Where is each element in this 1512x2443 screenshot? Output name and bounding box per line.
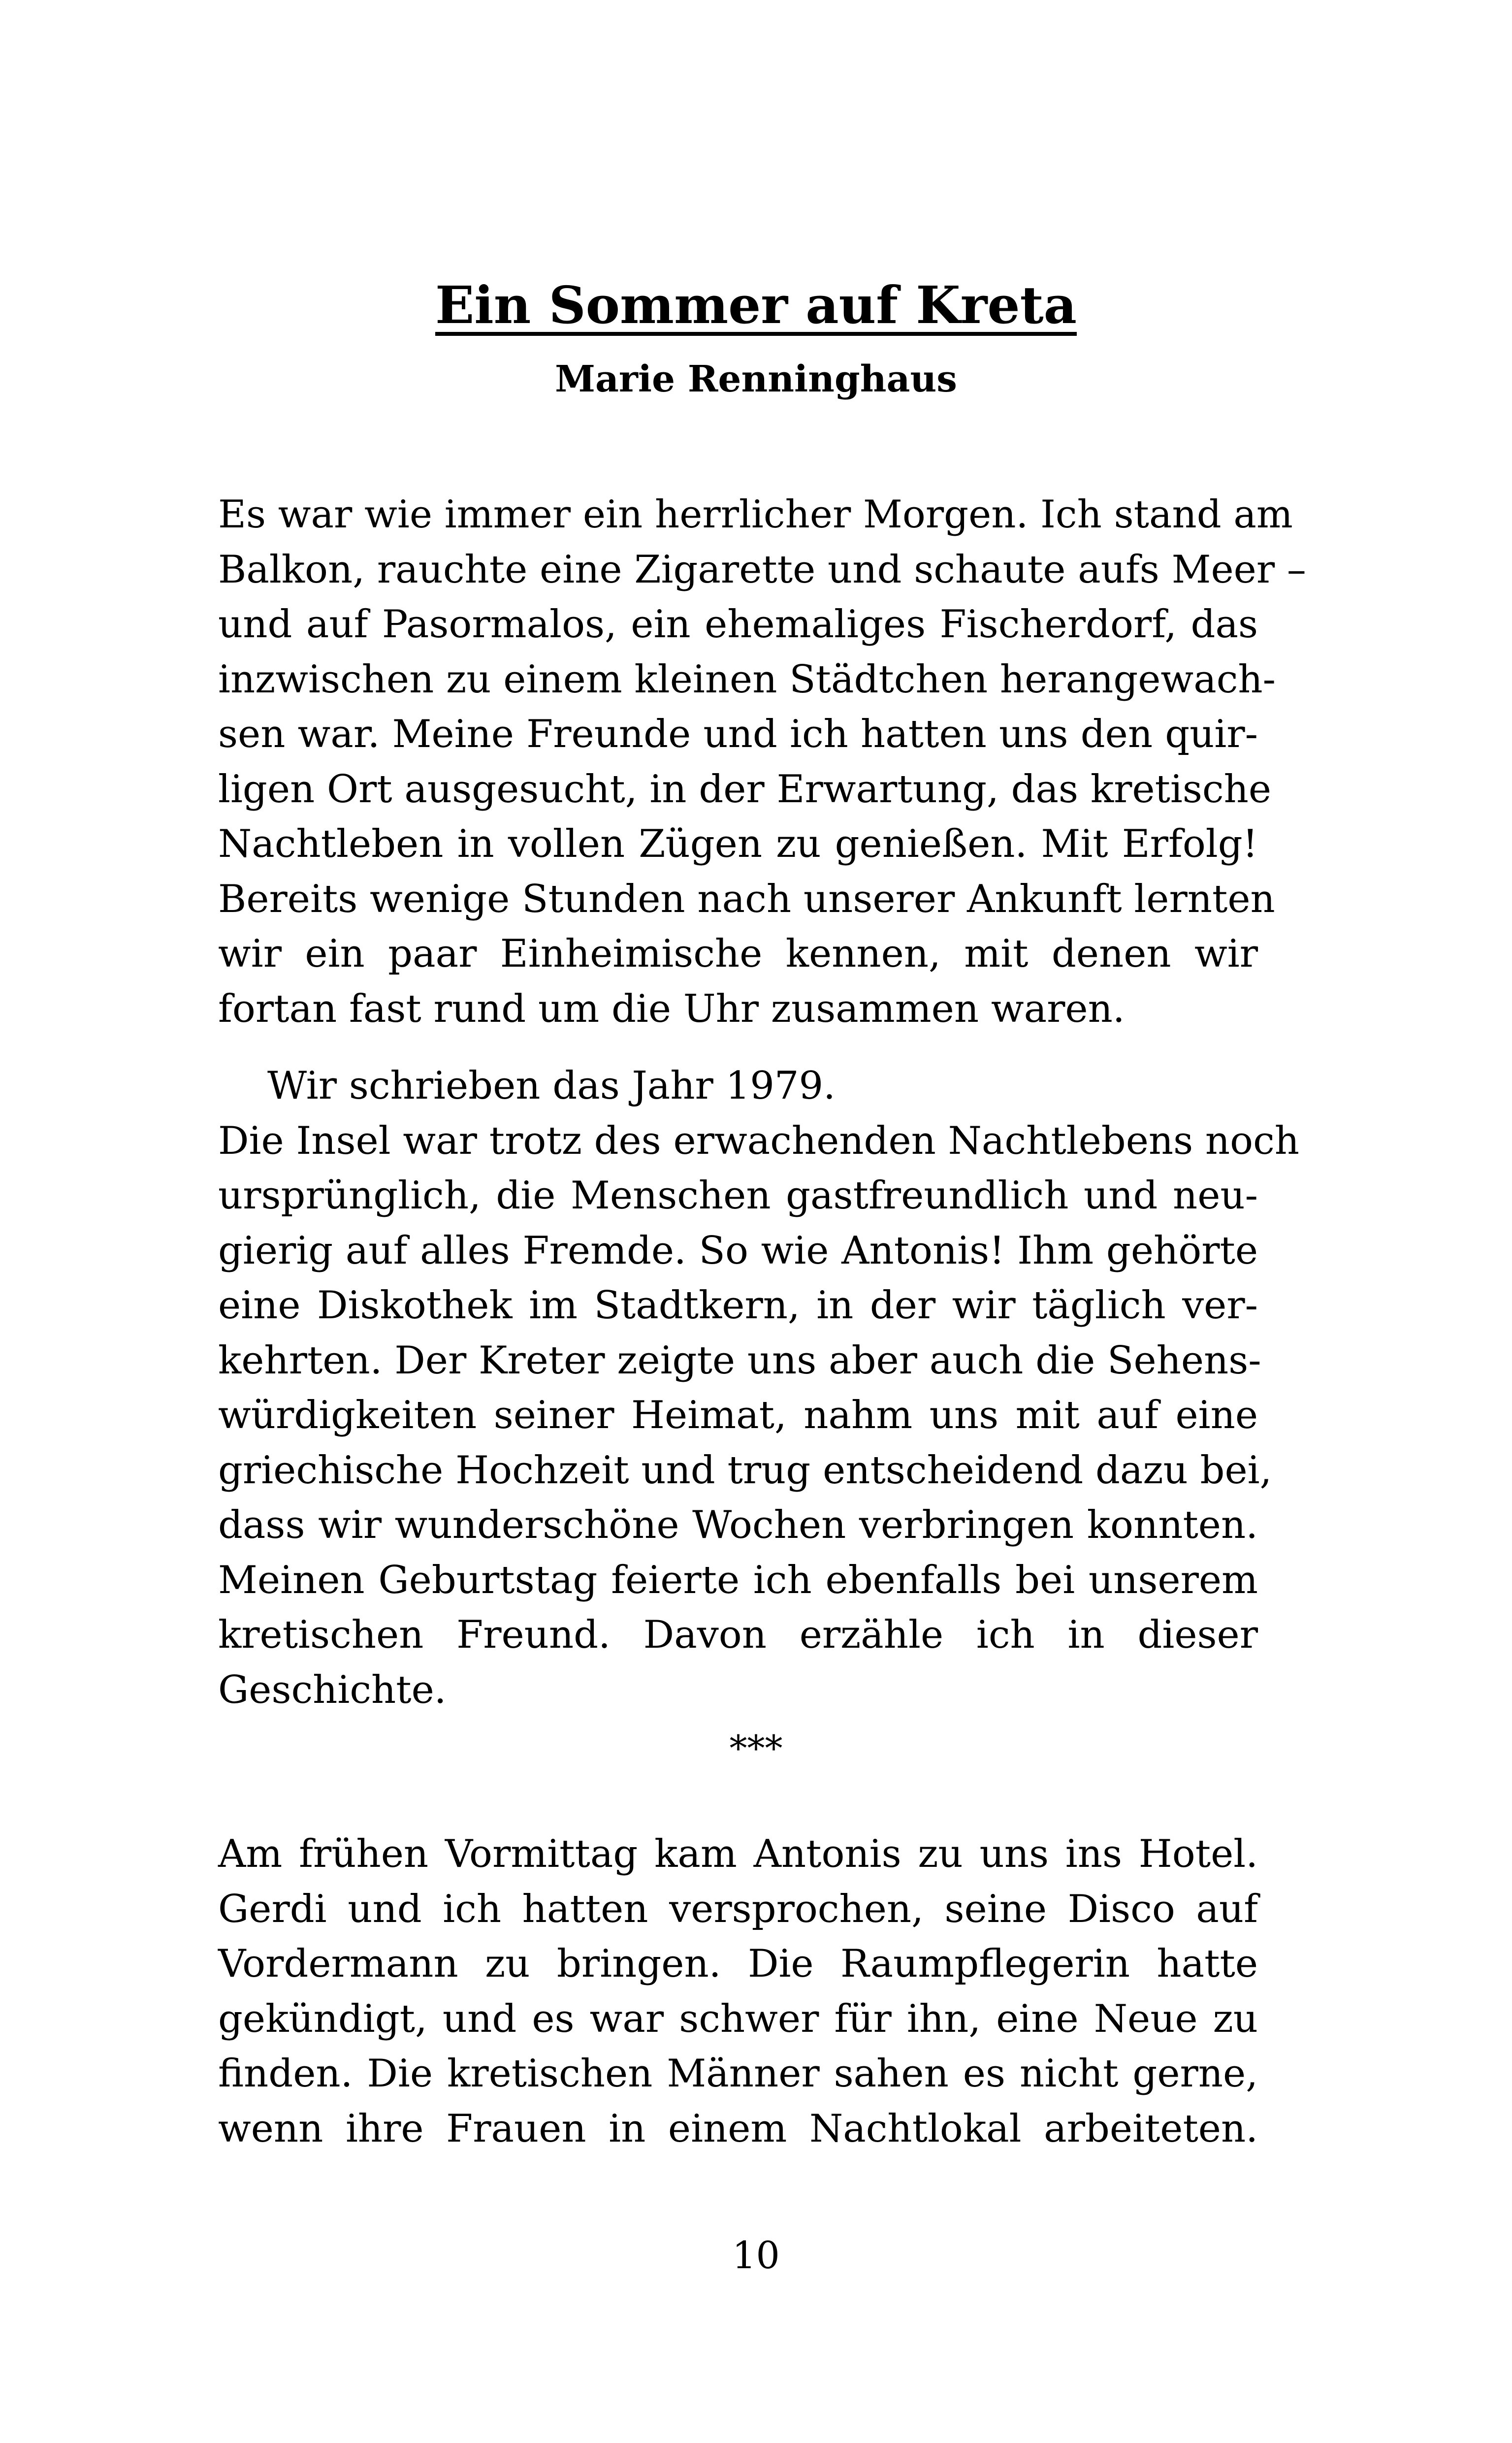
text-line: Wir schrieben das Jahr 1979. — [267, 1064, 836, 1108]
text-line: und auf Pasormalos, ein ehemaliges Fischerdorf, das — [218, 602, 1258, 647]
paragraph-1 — [218, 488, 1306, 1037]
page-number: 10 — [732, 2233, 780, 2277]
text-line: dass wir wunderschöne Wochen verbringen konnten. — [218, 1503, 1258, 1547]
text-line: Die Insel war trotz des erwachenden Nachtlebens noch — [218, 1118, 1300, 1163]
text-line: wenn ihre Frauen in einem Nachtlokal arbeiteten. — [218, 2106, 1258, 2151]
text-line: Am frühen Vormittag kam Antonis zu uns ins Hotel. — [218, 1832, 1258, 1876]
text-line: kretischen Freund. Davon erzähle ich in dieser — [218, 1613, 1258, 1657]
text-line: sen war. Meine Freunde und ich hatten uns den quir- — [218, 712, 1258, 756]
text-line: Vordermann zu bringen. Die Raumpflegerin hatte — [218, 1942, 1258, 1986]
text-line: Nachtleben in vollen Zügen zu genießen. Mit Erfolg! — [218, 822, 1258, 866]
text-line: Geschichte. — [218, 1667, 447, 1712]
text-line: gierig auf alles Fremde. So wie Antonis! Ihm gehörte — [218, 1228, 1258, 1273]
text-line: gekündigt, und es war schwer für ihn, eine Neue zu — [218, 1996, 1258, 2041]
section-separator: *** — [729, 1727, 783, 1769]
text-line: fortan fast rund um die Uhr zusammen waren. — [218, 986, 1125, 1031]
text-line: inzwischen zu einem kleinen Städtchen herangewach- — [218, 657, 1276, 702]
text-line: eine Diskothek im Stadtkern, in der wir täglich ver- — [218, 1283, 1258, 1328]
text-line: Balkon, rauchte eine Zigarette und schaute aufs Meer – — [218, 547, 1306, 592]
paragraph-2 — [218, 1059, 1300, 1718]
text-line: würdigkeiten seiner Heimat, nahm uns mit auf eine — [218, 1393, 1258, 1437]
text-line: ligen Ort ausgesucht, in der Erwartung, das kretische — [218, 767, 1271, 812]
text-line: kehrten. Der Kreter zeigte uns aber auch die Sehens- — [218, 1338, 1261, 1383]
text-line: Meinen Geburtstag feierte ich ebenfalls bei unserem — [218, 1558, 1258, 1602]
author-name: Marie Renninghaus — [555, 358, 957, 400]
story-title: Ein Sommer auf Kreta — [435, 275, 1077, 335]
paragraph-3 — [218, 1827, 1258, 2156]
text-line: Es war wie immer ein herrlicher Morgen. Ich stand am — [218, 492, 1293, 537]
text-line: griechische Hochzeit und trug entscheidend dazu bei, — [218, 1448, 1272, 1493]
text-line: wir ein paar Einheimische kennen, mit denen wir — [218, 932, 1258, 976]
text-line: Bereits wenige Stunden nach unserer Ankunft lernten — [218, 877, 1275, 921]
text-line: ursprünglich, die Menschen gastfreundlich und neu- — [218, 1173, 1258, 1218]
text-line: Gerdi und ich hatten versprochen, seine Disco auf — [218, 1887, 1258, 1931]
text-line: finden. Die kretischen Männer sahen es nicht gerne, — [218, 2052, 1258, 2096]
